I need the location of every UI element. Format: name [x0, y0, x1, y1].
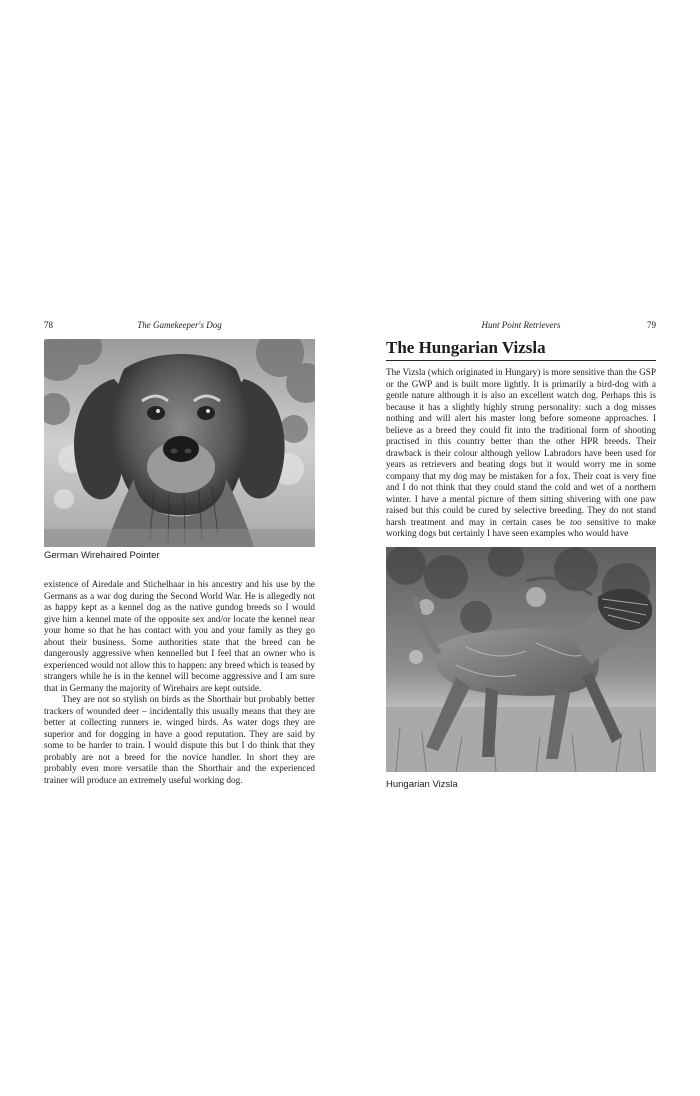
left-body-text — [44, 579, 315, 786]
left-figure-caption: German Wirehaired Pointer — [44, 550, 160, 561]
left-paragraph: They are not so stylish on birds as the Shorthair but probably better trackers of wounded deer – incidentally this usually means that they are better at collecting runners ie. winged birds. As water dogs they are superior and for dogging in have a good reputation. They are said by some to be harder to train. I would dispute this but I do think that they probably are not a breed for the novice handler. In short they are probably even more versatile than the Shorthair and the experienced trainer will produce an extremely useful working dog. — [44, 694, 315, 785]
right-running-head — [386, 318, 656, 332]
right-paragraph-text-end: sensitive to make working dogs but certainly I have seen examples who would have — [386, 516, 656, 538]
left-paragraph: existence of Airedale and Stichelhaar in his ancestry and his use by the Germans as a war dog during the Second World War. He is allegedly not as happy kept as a kennel dog as the native gundog breeds so I would give him a kennel mate of the opposite sex and/or locate the kennel near your home so that he has contact with you and your family as they go about their business. Some authorities state that the breed can be dangerously aggressive when kennelled but I feel that an owner who is experienced would not allow this to happen: any breed which is teased by strangers while he is in the kennel will become aggressive and I am sure that in Germany the majority of Wirehairs are kept outside. — [44, 579, 315, 693]
right-body-text — [386, 367, 656, 540]
right-figure-caption: Hungarian Vizsla — [386, 778, 458, 790]
right-page — [386, 318, 656, 791]
right-running-title: Hunt Point Retrievers — [481, 320, 561, 330]
right-paragraph — [386, 367, 656, 540]
german-wirehaired-pointer-illustration — [44, 339, 315, 547]
emphasis-too: too — [570, 516, 582, 527]
left-running-title: The Gamekeeper's Dog — [137, 320, 222, 330]
right-paragraph-text: The Vizsla (which originated in Hungary) is more sensitive than the GSP or the GWP and is built more lightly. It is primarily a bird-dog with a gentle nature although it is also an excellent watch dog. Perhaps this is because it has a slightly highly strung personality: such a dog misses nothing and will alert his master long before someone approaches. I believe as a breed they could fit into the traditional form of shooting practised in this country better than the other HPR breeds. Their drawback is their colour although yellow Labradors have been used for years as retrievers and beating dogs but it would worry me in some company that my dog may be mistaken for a fox. Their coat is very fine and I do not think that they could stand the cold and wet of a northern winter. I have a mental picture of them sitting shivering with one paw raised but this could be cured by selective breeding. They do not stand harsh treatment and may in certain cases be — [386, 367, 656, 527]
hungarian-vizsla-illustration — [386, 547, 656, 772]
left-running-head — [44, 318, 315, 332]
left-page-number: 78 — [44, 320, 53, 330]
left-page — [44, 318, 315, 786]
chapter-heading: The Hungarian Vizsla — [386, 337, 656, 361]
right-page-number: 79 — [647, 320, 656, 330]
